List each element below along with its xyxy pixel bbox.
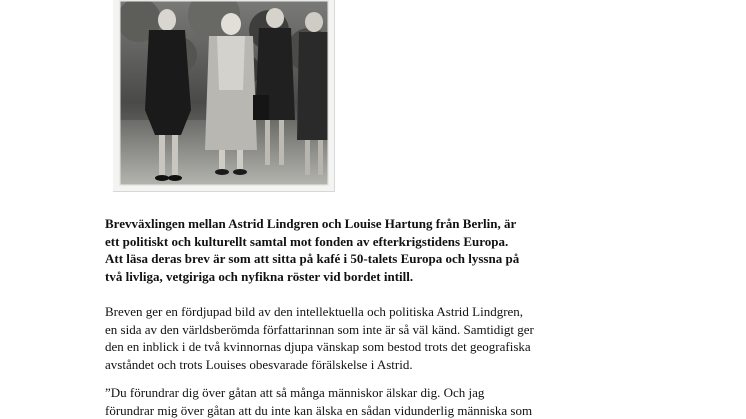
quote-line: förundrar mig över gåtan att du inte kan älska en sådan vidunderlig människa som	[105, 402, 533, 418]
lead-line: Att läsa deras brev är som att sitta på kafé i 50-talets Europa och lyssna på	[105, 251, 520, 266]
body-paragraph	[105, 303, 625, 373]
body-line: den en inblick i de två kvinnornas djupa vänskap som bestod trots det geografiska	[105, 339, 531, 354]
body-line: avståndet och trots Louises obesvarade förälskelse i Astrid.	[105, 356, 413, 372]
photo	[113, 0, 335, 192]
lead-line: Brevväxlingen mellan Astrid Lindgren och Louise Hartung från Berlin, är	[105, 216, 517, 231]
lead-paragraph	[105, 215, 625, 285]
lead-line: ett politiskt och kulturellt samtal mot fonden av efterkrigstidens Europa.	[105, 233, 509, 249]
photo-image	[119, 0, 329, 186]
quote-paragraph	[105, 384, 625, 419]
lead-line: två livliga, vetgiriga och nyfikna röster vid bordet intill.	[105, 268, 414, 284]
quote-line: ”Du förundrar dig över gåtan att så många människor älskar dig. Och jag	[105, 385, 485, 400]
body-line: Breven ger en fördjupad bild av den intellektuella och politiska Astrid Lindgren,	[105, 304, 524, 319]
body-line: en sida av den världsberömda författarinnan som inte är så väl känd. Samtidigt ger	[105, 321, 534, 337]
